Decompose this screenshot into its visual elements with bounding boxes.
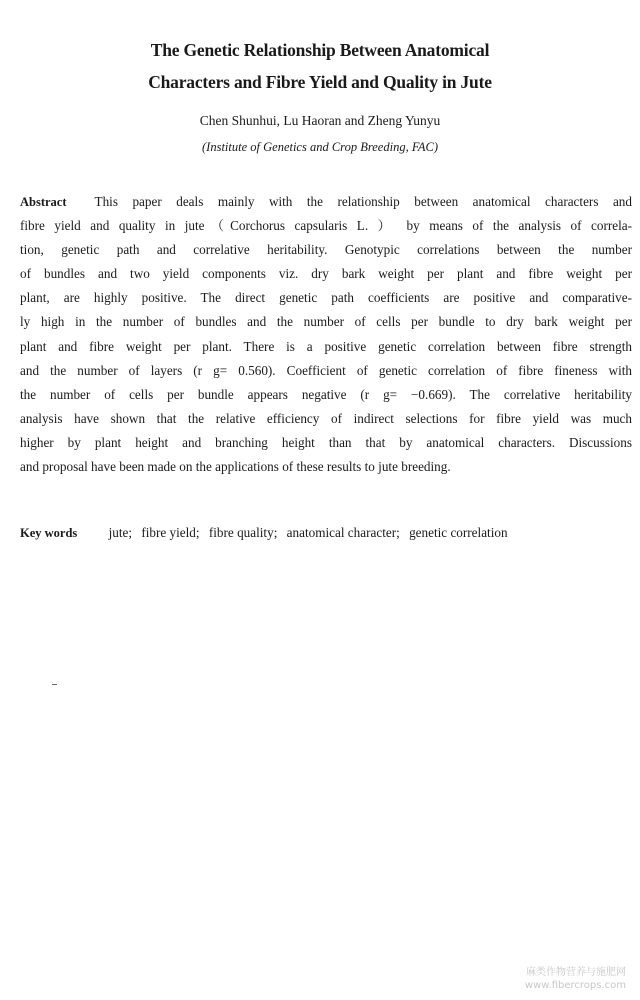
abstract-label: Abstract xyxy=(20,195,67,209)
abstract-line: ly high in the number of bundles and the number of cells per bundle to dry bark weight per xyxy=(20,314,632,330)
abstract-line: plant, are highly positive. The direct genetic path coefficients are positive and comparative- xyxy=(20,290,632,306)
abstract-line xyxy=(20,190,632,214)
abstract-line: and the number of layers (r g= 0.560). Coefficient of genetic correlation of fibre fineness with xyxy=(20,362,632,378)
abstract-line: analysis have shown that the relative efficiency of indirect selections for fibre yield was much xyxy=(20,410,632,426)
keyword: fibre yield; xyxy=(141,525,200,540)
keyword: genetic correlation xyxy=(409,525,508,540)
abstract-line: fibre yield and quality in jute（Corchorus capsularis L. ） by means of the analysis of correla- xyxy=(20,218,632,234)
title-line-1: The Genetic Relationship Between Anatomical xyxy=(150,40,490,60)
title-line-2: Characters and Fibre Yield and Quality in Jute xyxy=(148,72,492,92)
paper-title xyxy=(0,34,640,98)
keyword: fibre quality; xyxy=(208,525,278,540)
keywords-line xyxy=(20,521,514,545)
keyword: jute; xyxy=(108,525,133,540)
watermark-url: www.fibercrops.com xyxy=(524,980,626,991)
abstract-line: tion, genetic path and correlative heritability. Genotypic correlations between the number xyxy=(20,242,632,258)
abstract-block xyxy=(20,190,632,479)
keyword: anatomical character; xyxy=(286,525,400,540)
keywords-label: Key words xyxy=(20,526,78,540)
abstract-line: plant and fibre weight per plant. There is a positive genetic correlation between fibre strength xyxy=(20,338,632,354)
author-list: Chen Shunhui, Lu Haoran and Zheng Yunyu xyxy=(199,113,441,128)
affiliation: (Institute of Genetics and Crop Breeding, FAC) xyxy=(202,140,438,154)
abstract-line: of bundles and two yield components viz. dry bark weight per plant and fibre weight per xyxy=(20,266,632,282)
abstract-line-text: This paper deals mainly with the relationship between anatomical characters and xyxy=(94,194,632,209)
abstract-line: the number of cells per bundle appears negative (r g= −0.669). The correlative heritability xyxy=(20,386,632,402)
site-watermark xyxy=(525,966,626,992)
stray-mark xyxy=(52,684,57,685)
abstract-line: and proposal have been made on the applications of these results to jute breeding. xyxy=(20,459,451,475)
abstract-line: higher by plant height and branching height than that by anatomical characters. Discussions xyxy=(20,434,632,450)
watermark-cn: 麻类作物营养与施肥网 xyxy=(526,967,626,978)
